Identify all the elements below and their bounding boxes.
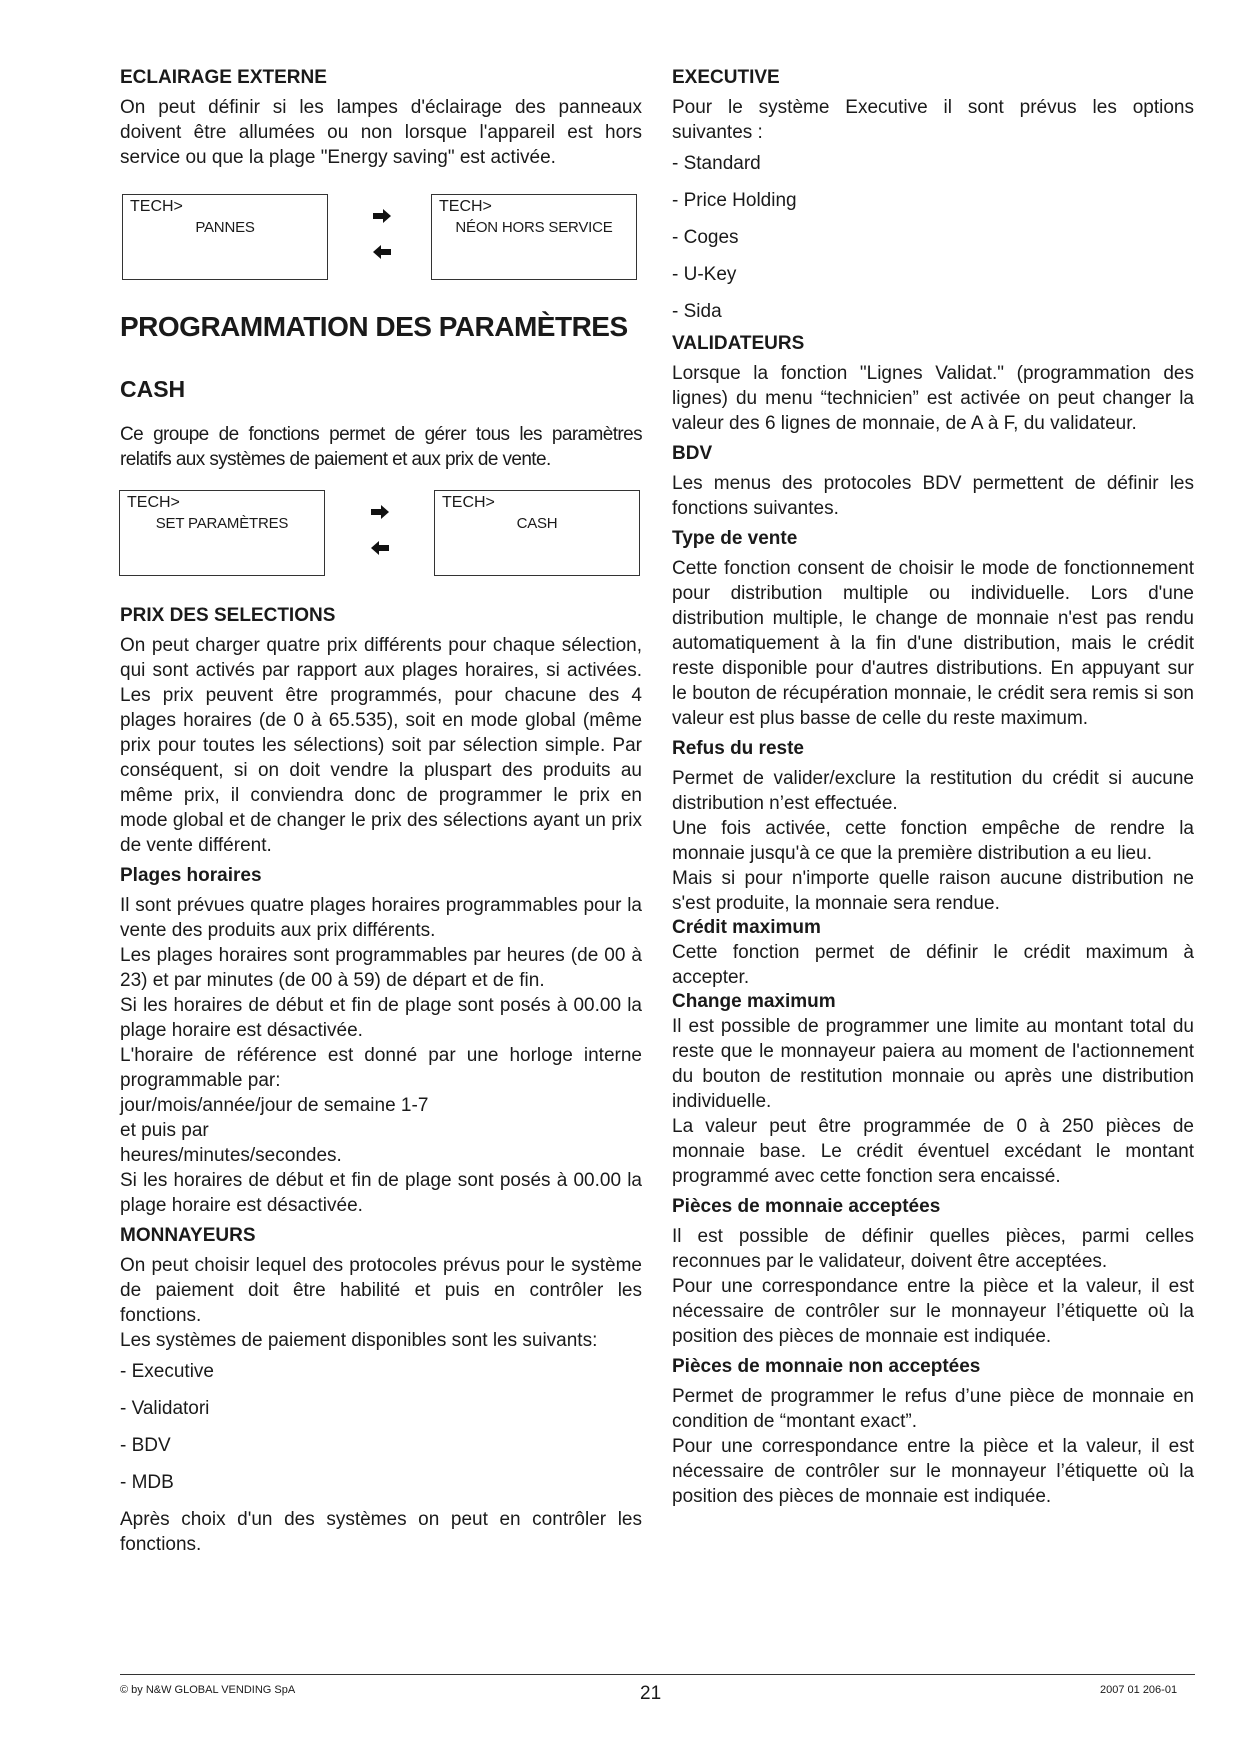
pieces-acceptees-heading: Pièces de monnaie acceptées [672,1196,941,1217]
menu-box-label: PANNES [195,219,255,236]
list-item: - BDV [120,1435,171,1456]
validateurs-heading: VALIDATEURS [672,333,805,354]
pieces-non-acceptees-heading: Pièces de monnaie non acceptées [672,1356,981,1377]
plages-text-8: Si les horaires de début et fin de plage sont posés à 00.00 la plage horaire est désactivée. [120,1170,642,1216]
list-item: - Validatori [120,1398,210,1419]
menu-box-prompt: TECH> [127,494,180,511]
list-item: - Sida [672,301,722,322]
pieces-acceptees-text-2: Pour une correspondance entre la pièce et la valeur, il est nécessaire de contrôler sur le monnayeur l’étiquette où la position des pièces de monnaie est indiquée. [672,1276,1194,1347]
eclairage-heading: ECLAIRAGE EXTERNE [120,67,327,88]
executive-heading: EXECUTIVE [672,67,780,88]
pieces-non-acceptees-text-2: Pour une correspondance entre la pièce et la valeur, il est nécessaire de contrôler sur le monnayeur l’étiquette où la position des pièces de monnaie est indiquée. [672,1436,1194,1507]
arrow-left-icon [372,244,392,260]
eclairage-text: On peut définir si les lampes d'éclairage des panneaux doivent être allumées ou non lorsque l'appareil est hors service ou que la plage "Energy saving" est activée. [120,97,642,168]
bdv-text: Les menus des protocoles BDV permettent de définir les fonctions suivantes. [672,473,1194,519]
footer-copyright: © by N&W GLOBAL VENDING SpA [120,1684,296,1696]
plages-text-7: heures/minutes/secondes. [120,1145,342,1166]
plages-text-1: Il sont prévues quatre plages horaires programmables pour la vente des produits aux prix différents. [120,895,642,941]
refus-heading: Refus du reste [672,738,804,759]
list-item: - Standard [672,153,761,174]
menu-box-prompt: TECH> [439,198,492,215]
footer-divider [120,1674,1195,1675]
menu-box-label: NÉON HORS SERVICE [455,219,613,236]
menu-box-set-parametres [119,490,325,576]
plages-text-6: et puis par [120,1120,209,1141]
validateurs-text: Lorsque la fonction "Lignes Validat." (programmation des lignes) du menu “technicien” est activée on peut changer la valeur des 6 lignes de monnaie, de A à F, du validateur. [672,363,1194,434]
change-text-1: Il est possible de programmer une limite au montant total du reste que le monnayeur paiera au moment de l'actionnement du bouton de restitution monnaie ou après une distribution individuelle. [672,1016,1194,1112]
page-number: 21 [640,1683,662,1704]
list-item: - Price Holding [672,190,797,211]
menu-box-neon [431,194,637,280]
list-item: - U-Key [672,264,737,285]
refus-text-1: Permet de valider/exclure la restitution du crédit si aucune distribution n’est effectuée. [672,768,1194,814]
type-vente-heading: Type de vente [672,528,798,549]
plages-text-2: Les plages horaires sont programmables par heures (de 00 à 23) et par minutes (de 00 à 59) de départ et de fin. [120,945,642,991]
list-item: - Coges [672,227,739,248]
monnayeurs-text-1: On peut choisir lequel des protocoles prévus pour le système de paiement doit être habilité et puis en contrôler les fonctions. [120,1255,642,1326]
arrow-left-icon [370,540,390,556]
section-title-programmation: PROGRAMMATION DES PARAMÈTRES [120,311,628,342]
left-column [120,66,642,1557]
menu-box-pannes [122,194,328,280]
menu-diagram-eclairage [120,194,642,286]
prix-text: On peut charger quatre prix différents pour chaque sélection, qui sont activés par rapport aux plages horaires, si activées. Les prix peuvent être programmés, pour chacune des 4 plages horaires (de 0 à 65.535), soit en mode global (même prix pour toutes les sélections) soit par sélection simple. Par conséquent, si on doit vendre la pluspart des produits au même prix, il conviendra donc de programmer le prix en mode global et de changer le prix des sélections ayant un prix de vente différent. [120,635,642,856]
cash-text: Ce groupe de fonctions permet de gérer tous les paramètres relatifs aux systèmes de paiement et aux prix de vente. [120,424,642,470]
menu-box-label: CASH [516,515,558,532]
type-vente-text: Cette fonction consent de choisir le mode de fonctionnement pour distribution multiple ou individuelle. Lors d'une distribution multiple, le change de monnaie n'est pas rendu automatiquement à la fin d'une distribution, mais le crédit reste disponible pour d'autres distributions. En appuyant sur le bouton de récupération monnaie, le crédit sera remis si son valeur est plus basse de celle du reste maximum. [672,558,1194,729]
menu-box-prompt: TECH> [442,494,495,511]
bdv-heading: BDV [672,443,713,464]
plages-text-3: Si les horaires de début et fin de plage sont posés à 00.00 la plage horaire est désactivée. [120,995,642,1041]
monnayeurs-text-2: Les systèmes de paiement disponibles sont les suivants: [120,1330,598,1351]
executive-text: Pour le système Executive il sont prévus les options suivantes : [672,97,1194,143]
right-column [672,66,1194,1509]
refus-text-3: Mais si pour n'importe quelle raison aucune distribution ne s'est produite, la monnaie sera rendue. [672,868,1194,914]
menu-box-cash [434,490,640,576]
plages-text-4: L'horaire de référence est donné par une horloge interne programmable par: [120,1045,642,1091]
section-title-cash: CASH [120,376,186,402]
menu-diagram-cash [120,490,642,582]
change-heading: Change maximum [672,991,836,1012]
menu-box-label: SET PARAMÈTRES [155,515,289,532]
plages-heading: Plages horaires [120,865,262,886]
list-item: - Executive [120,1361,214,1382]
footer-doc-code: 2007 01 206-01 [1100,1684,1178,1696]
monnayeurs-heading: MONNAYEURS [120,1225,256,1246]
plages-text-5: jour/mois/année/jour de semaine 1-7 [120,1095,429,1116]
pieces-non-acceptees-text-1: Permet de programmer le refus d’une pièce de monnaie en condition de “montant exact”. [672,1386,1194,1432]
menu-box-prompt: TECH> [130,198,183,215]
arrow-right-icon [372,208,392,224]
refus-text-2: Une fois activée, cette fonction empêche de rendre la monnaie jusqu'à ce que la première distribution a eu lieu. [672,818,1194,864]
prix-heading: PRIX DES SELECTIONS [120,605,336,626]
pieces-acceptees-text-1: Il est possible de définir quelles pièces, parmi celles reconnues par le validateur, doivent être acceptées. [672,1226,1194,1272]
credit-heading: Crédit maximum [672,917,821,938]
change-text-2: La valeur peut être programmée de 0 à 250 pièces de monnaie base. Le crédit éventuel excédant le montant programmé avec cette fonction sera encaissé. [672,1116,1194,1187]
credit-text: Cette fonction permet de définir le crédit maximum à accepter. [672,942,1194,988]
monnayeurs-text-3: Après choix d'un des systèmes on peut en contrôler les fonctions. [120,1509,642,1555]
arrow-right-icon [370,504,390,520]
list-item: - MDB [120,1472,174,1493]
